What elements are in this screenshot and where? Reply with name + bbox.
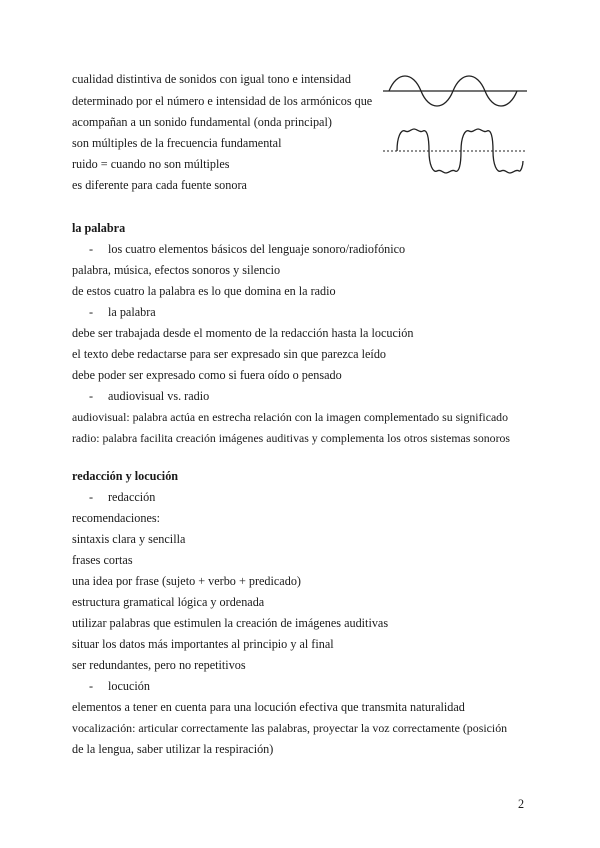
text-line: debe ser trabajada desde el momento de la redacción hasta la locución [72, 326, 414, 340]
text-line: utilizar palabras que estimulen la creación de imágenes auditivas [72, 616, 389, 630]
section-heading: redacción y locución [72, 469, 179, 483]
waveform-illustration [383, 73, 529, 183]
text-line: radio: palabra facilita creación imágenes auditivas y complementa los otros sistemas sonoros [72, 431, 510, 445]
bullet-text: locución [108, 679, 150, 693]
bullet-text: redacción [108, 490, 156, 504]
text-line: estructura gramatical lógica y ordenada [72, 595, 265, 609]
text-line: debe poder ser expresado como si fuera oído o pensado [72, 368, 342, 382]
text-line: palabra, música, efectos sonoros y silencio [72, 263, 281, 277]
text-line: elementos a tener en cuenta para una locución efectiva que transmita naturalidad [72, 700, 465, 714]
bullet-marker: - [89, 490, 94, 504]
text-line: frases cortas [72, 553, 133, 567]
intro-line: cualidad distintiva de sonidos con igual tono e intensidad [72, 72, 351, 86]
text-line: recomendaciones: [72, 511, 160, 525]
section-heading: la palabra [72, 221, 126, 235]
bullet-item [89, 678, 150, 694]
text-line: de estos cuatro la palabra es lo que domina en la radio [72, 284, 336, 298]
intro-line: es diferente para cada fuente sonora [72, 178, 247, 192]
text-line: sintaxis clara y sencilla [72, 532, 186, 546]
bullet-text: audiovisual vs. radio [108, 389, 210, 403]
bullet-text: los cuatro elementos básicos del lenguaje sonoro/radiofónico [108, 242, 406, 256]
bullet-marker: - [89, 679, 94, 693]
text-line: el texto debe redactarse para ser expresado sin que parezca leído [72, 347, 387, 361]
text-line: ser redundantes, pero no repetitivos [72, 658, 246, 672]
text-line: vocalización: articular correctamente las palabras, proyectar la voz correctamente (posición [72, 721, 508, 735]
intro-line: determinado por el número e intensidad de los armónicos que [72, 94, 373, 108]
bullet-text: la palabra [108, 305, 156, 319]
bullet-marker: - [89, 242, 94, 256]
intro-line: acompañan a un sonido fundamental (onda principal) [72, 115, 332, 129]
page-number: 2 [518, 797, 525, 811]
text-line: una idea por frase (sujeto + verbo + predicado) [72, 574, 301, 588]
intro-line: son múltiples de la frecuencia fundamental [72, 136, 282, 150]
text-line: audiovisual: palabra actúa en estrecha relación con la imagen complementado su significado [72, 410, 508, 424]
bullet-item [89, 489, 155, 505]
text-line: situar los datos más importantes al principio y al final [72, 637, 334, 651]
text-line: de la lengua, saber utilizar la respiración) [72, 742, 274, 756]
intro-line: ruido = cuando no son múltiples [72, 157, 230, 171]
bullet-item [89, 304, 156, 320]
bullet-marker: - [89, 305, 94, 319]
bullet-item [89, 388, 209, 404]
bullet-item [89, 241, 405, 257]
bullet-marker: - [89, 389, 94, 403]
